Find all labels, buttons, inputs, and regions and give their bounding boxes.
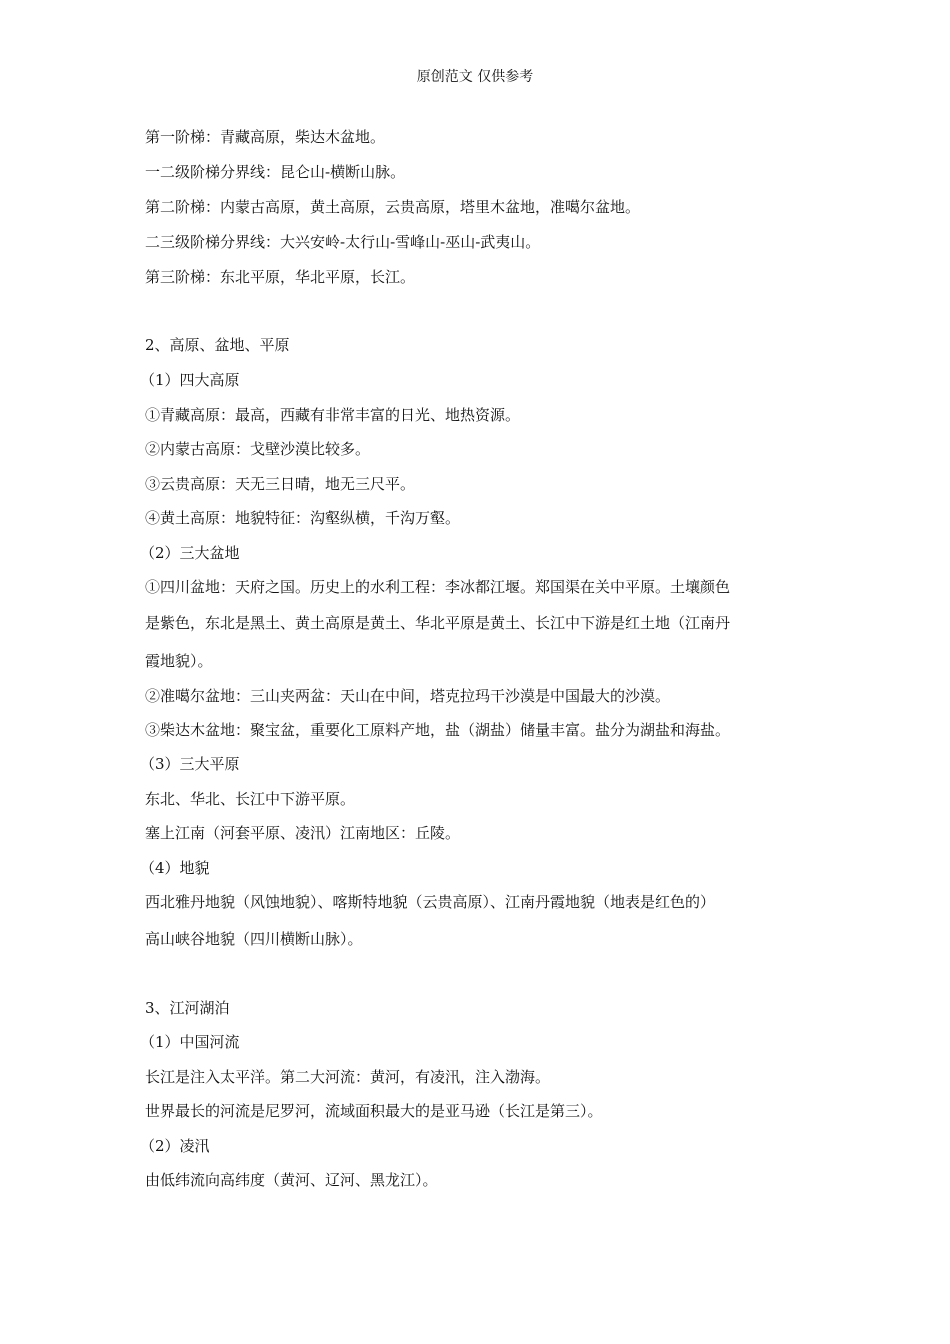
- subsection-heading: （3）三大平原: [140, 755, 240, 773]
- text-line: ③云贵高原：天无三日晴，地无三尺平。: [145, 475, 416, 493]
- text-line: 高山峡谷地貌（四川横断山脉）。: [145, 930, 363, 948]
- subsection-heading: （2）凌汛: [140, 1137, 210, 1155]
- section-heading: 3、江河湖泊: [145, 999, 230, 1017]
- text-line: 霞地貌）。: [145, 652, 213, 670]
- text-line: 第二阶梯：内蒙古高原，黄土高原，云贵高原，塔里木盆地，准噶尔盆地。: [145, 198, 641, 216]
- text-line: 东北、华北、长江中下游平原。: [145, 790, 356, 808]
- text-line: 西北雅丹地貌（风蚀地貌）、喀斯特地貌（云贵高原）、江南丹霞地貌（地表是红色的）: [145, 893, 716, 911]
- text-line: 塞上江南（河套平原、凌汛）江南地区：丘陵。: [145, 824, 461, 842]
- text-line: ①青藏高原：最高，西藏有非常丰富的日光、地热资源。: [145, 406, 521, 424]
- text-line: 是紫色，东北是黑土、黄土高原是黄土、华北平原是黄土、长江中下游是红土地（江南丹: [145, 614, 731, 632]
- text-line: 第一阶梯：青藏高原，柴达木盆地。: [145, 128, 386, 146]
- subsection-heading: （1）中国河流: [140, 1033, 240, 1051]
- section-heading: 2、高原、盆地、平原: [145, 336, 290, 354]
- text-line: 长江是注入太平洋。第二大河流：黄河，有凌汛，注入渤海。: [145, 1068, 551, 1086]
- text-line: 一二级阶梯分界线：昆仑山-横断山脉。: [145, 163, 406, 181]
- text-line: ①四川盆地：天府之国。历史上的水利工程：李冰都江堰。郑国渠在关中平原。土壤颜色: [145, 578, 731, 596]
- text-line: 世界最长的河流是尼罗河，流域面积最大的是亚马逊（长江是第三）。: [145, 1102, 603, 1120]
- text-line: 二三级阶梯分界线：大兴安岭-太行山-雪峰山-巫山-武夷山。: [145, 233, 541, 251]
- text-line: ②内蒙古高原：戈壁沙漠比较多。: [145, 440, 371, 458]
- text-line: ②准噶尔盆地：三山夹两盆：天山在中间，塔克拉玛干沙漠是中国最大的沙漠。: [145, 687, 671, 705]
- subsection-heading: （4）地貌: [140, 859, 210, 877]
- text-line: 第三阶梯：东北平原，华北平原，长江。: [145, 268, 416, 286]
- subsection-heading: （2）三大盆地: [140, 544, 240, 562]
- text-line: 由低纬流向高纬度（黄河、辽河、黑龙江）。: [145, 1171, 438, 1189]
- text-line: ④黄土高原：地貌特征：沟壑纵横，千沟万壑。: [145, 509, 461, 527]
- subsection-heading: （1）四大高原: [140, 371, 240, 389]
- text-line: ③柴达木盆地：聚宝盆，重要化工原料产地，盐（湖盐）储量丰富。盐分为湖盐和海盐。: [145, 721, 731, 739]
- page-header: 原创范文 仅供参考: [416, 69, 534, 85]
